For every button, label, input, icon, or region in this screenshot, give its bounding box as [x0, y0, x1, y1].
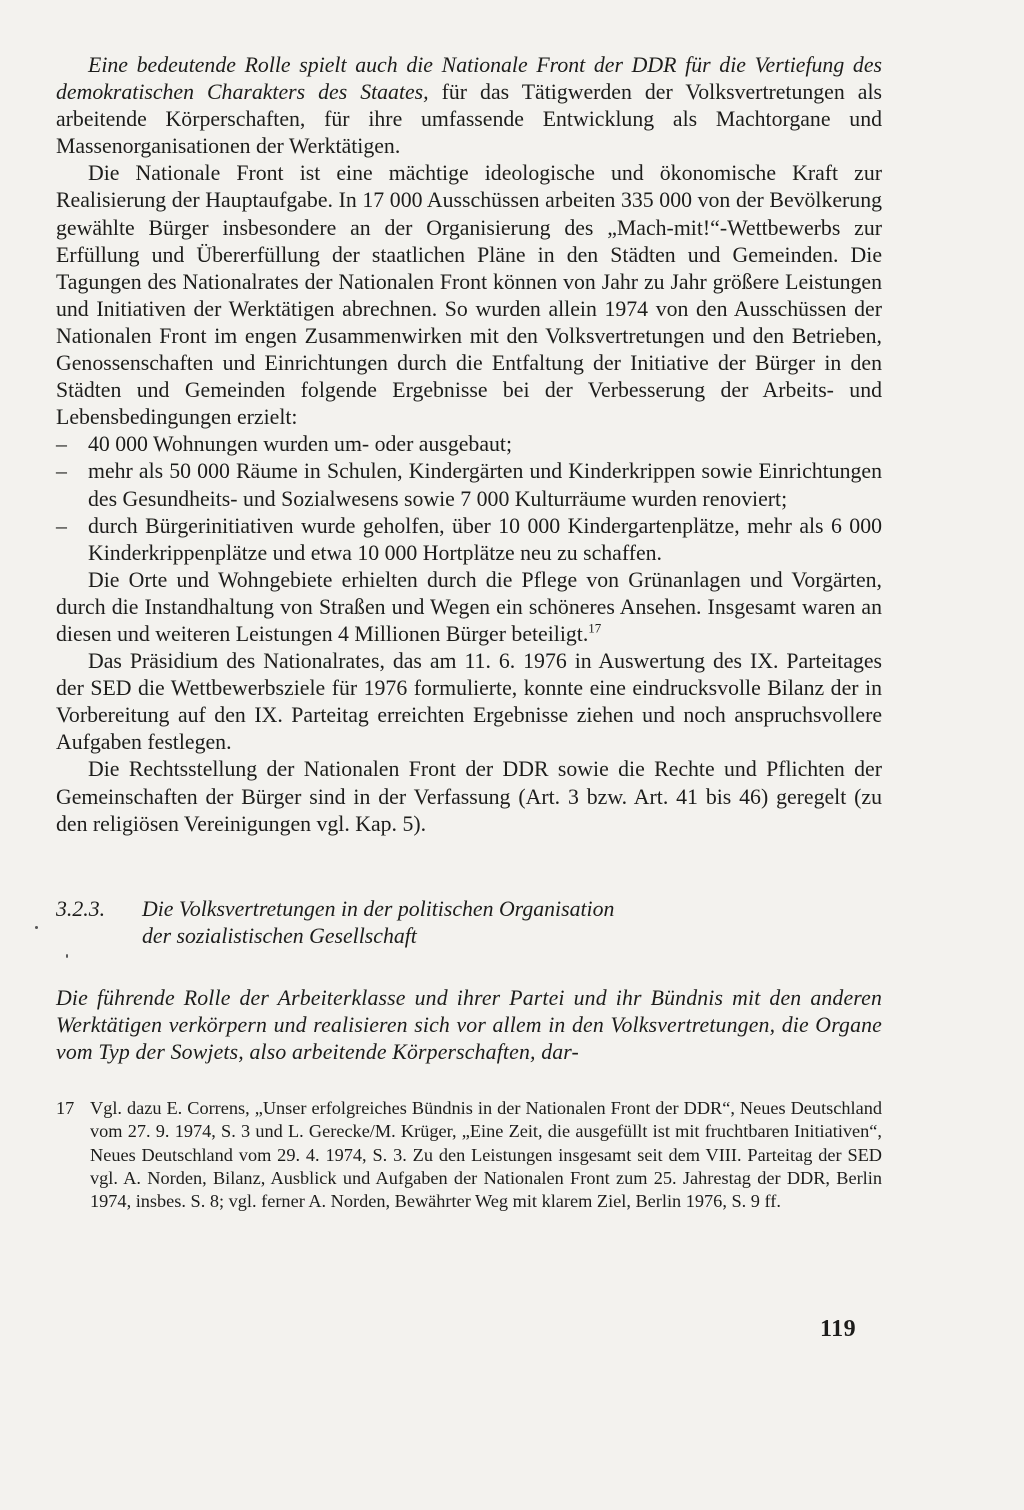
footnote-number: 17: [56, 1098, 75, 1118]
section-title-line: der sozialistischen Gesellschaft: [142, 923, 417, 948]
dash-bullet: –: [56, 513, 67, 538]
paragraph-legal-status: Die Rechtsstellung der Nationalen Front der DDR sowie die Rechte und Pflichten der Gemeinschaften der Bürger sind in der Verfassung (Art. 3 bzw. Art. 41 bis 46) geregelt (zu den religiösen Vereinigungen vgl. Kap. 5).: [56, 757, 882, 836]
section-title-line: Die Volksvertretungen in der politischen Organisation: [142, 896, 615, 921]
paragraph-continuation: für das Tätigwerden der Volksvertretungen als arbeitende Körperschaften, für ihre umfassende Entwicklung als Machtorgane und Massenorganisationen der Werktätigen.: [56, 80, 882, 159]
paragraph-text: Die Orte und Wohngebiete erhielten durch die Pflege von Grünanlagen und Vorgärten, durch die Instandhaltung von Straßen und Wegen ein schöneres Ansehen. Insgesamt waren an diesen und weiteren Leistungen 4 Millionen Bürger beteiligt.: [56, 567, 882, 646]
section-intro: Die führende Rolle der Arbeiterklasse und ihrer Partei und ihr Bündnis mit den anderen Werktätigen verkörpern und realisieren sich vor allem in den Volksvertretungen, die Organe vom Typ der Sowjets, also arbeitende Körperschaften, dar-: [56, 985, 882, 1064]
section-title: [142, 896, 614, 950]
page-number: 119: [820, 1316, 857, 1342]
section-number: 3.2.3.: [56, 896, 106, 921]
paragraph-residential-areas: [56, 567, 882, 648]
section-heading: [56, 896, 882, 950]
results-list: [56, 431, 882, 566]
footnote: [56, 1097, 882, 1213]
list-item-text: durch Bürgerinitiativen wurde geholfen, über 10 000 Kindergartenplätze, mehr als 6 000 Kinderkrippenplätze und etwa 10 000 Hortplätze neu zu schaffen.: [88, 513, 882, 565]
list-item: [56, 513, 882, 567]
paragraph-ideological-force: Die Nationale Front ist eine mächtige ideologische und ökonomische Kraft zur Realisierung der Hauptaufgabe. In 17 000 Ausschüssen arbeiten 335 000 von der Bevölkerung gewählte Bürger insbesondere an der Organisierung des „Mach-mit!“-Wettbewerbs zur Erfüllung und Übererfüllung der staatlichen Pläne in den Städten und Gemeinden. Die Tagungen des Nationalrates der Nationalen Front können von Jahr zu Jahr größere Leistungen und Initiativen der Werktätigen abrechnen. So wurden allein 1974 von den Ausschüssen der Nationalen Front im engen Zusammenwirken mit den Volksvertretungen und den Betrieben, Genossenschaften und Einrichtungen durch die Entfaltung der Initiative der Bürger in den Städten und Gemeinden folgende Ergebnisse bei der Verbesserung der Arbeits- und Lebensbedingungen erzielt:: [56, 161, 882, 430]
footnote-text: Vgl. dazu E. Correns, „Unser erfolgreiches Bündnis in der Nationalen Front der DDR“, Neues Deutschland vom 27. 9. 1974, S. 3 und L. Gerecke/M. Krüger, „Eine Zeit, die ausgefüllt ist mit fruchtbaren Initiativen“, Neues Deutschland vom 29. 4. 1974, S. 3. Zu den Leistungen insgesamt seit dem VIII. Parteitag der SED vgl. A. Norden, Bilanz, Ausblick und Aufgaben der Nationalen Front zum 25. Jahrestag der DDR, Berlin 1974, insbes. S. 8; vgl. ferner A. Norden, Bewährter Weg mit klarem Ziel, Berlin 1976, S. 9 ff.: [90, 1098, 882, 1212]
paragraph-nationale-front-role: [56, 52, 882, 160]
list-item-text: 40 000 Wohnungen wurden um- oder ausgebaut;: [88, 432, 513, 457]
dash-bullet: –: [56, 459, 67, 484]
footnote-reference: 17: [588, 620, 602, 636]
scan-speck: [66, 954, 68, 958]
paragraph-praesidium: Das Präsidium des Nationalrates, das am 11. 6. 1976 in Auswertung des IX. Parteitages der SED die Wettbewerbsziele für 1976 formulierte, konnte eine eindrucksvolle Bilanz der in Vorbereitung auf den IX. Parteitag erreichten Ergebnisse ziehen und noch anspruchsvollere Aufgaben festlegen.: [56, 649, 882, 755]
paragraph-italic-lead: Eine bedeutende Rolle spielt auch die Nationale Front der DDR für die Vertiefung des demokratischen Charakters des Staates,: [56, 53, 882, 105]
list-item: [56, 431, 882, 458]
dash-bullet: –: [56, 432, 67, 457]
scan-speck: [35, 926, 38, 929]
list-item: [56, 458, 882, 512]
book-page: [56, 52, 882, 1213]
list-item-text: mehr als 50 000 Räume in Schulen, Kindergärten und Kinderkrippen sowie Einrichtungen des Gesundheits- und Sozialwesens sowie 7 000 Kulturräume wurden renoviert;: [88, 459, 882, 511]
